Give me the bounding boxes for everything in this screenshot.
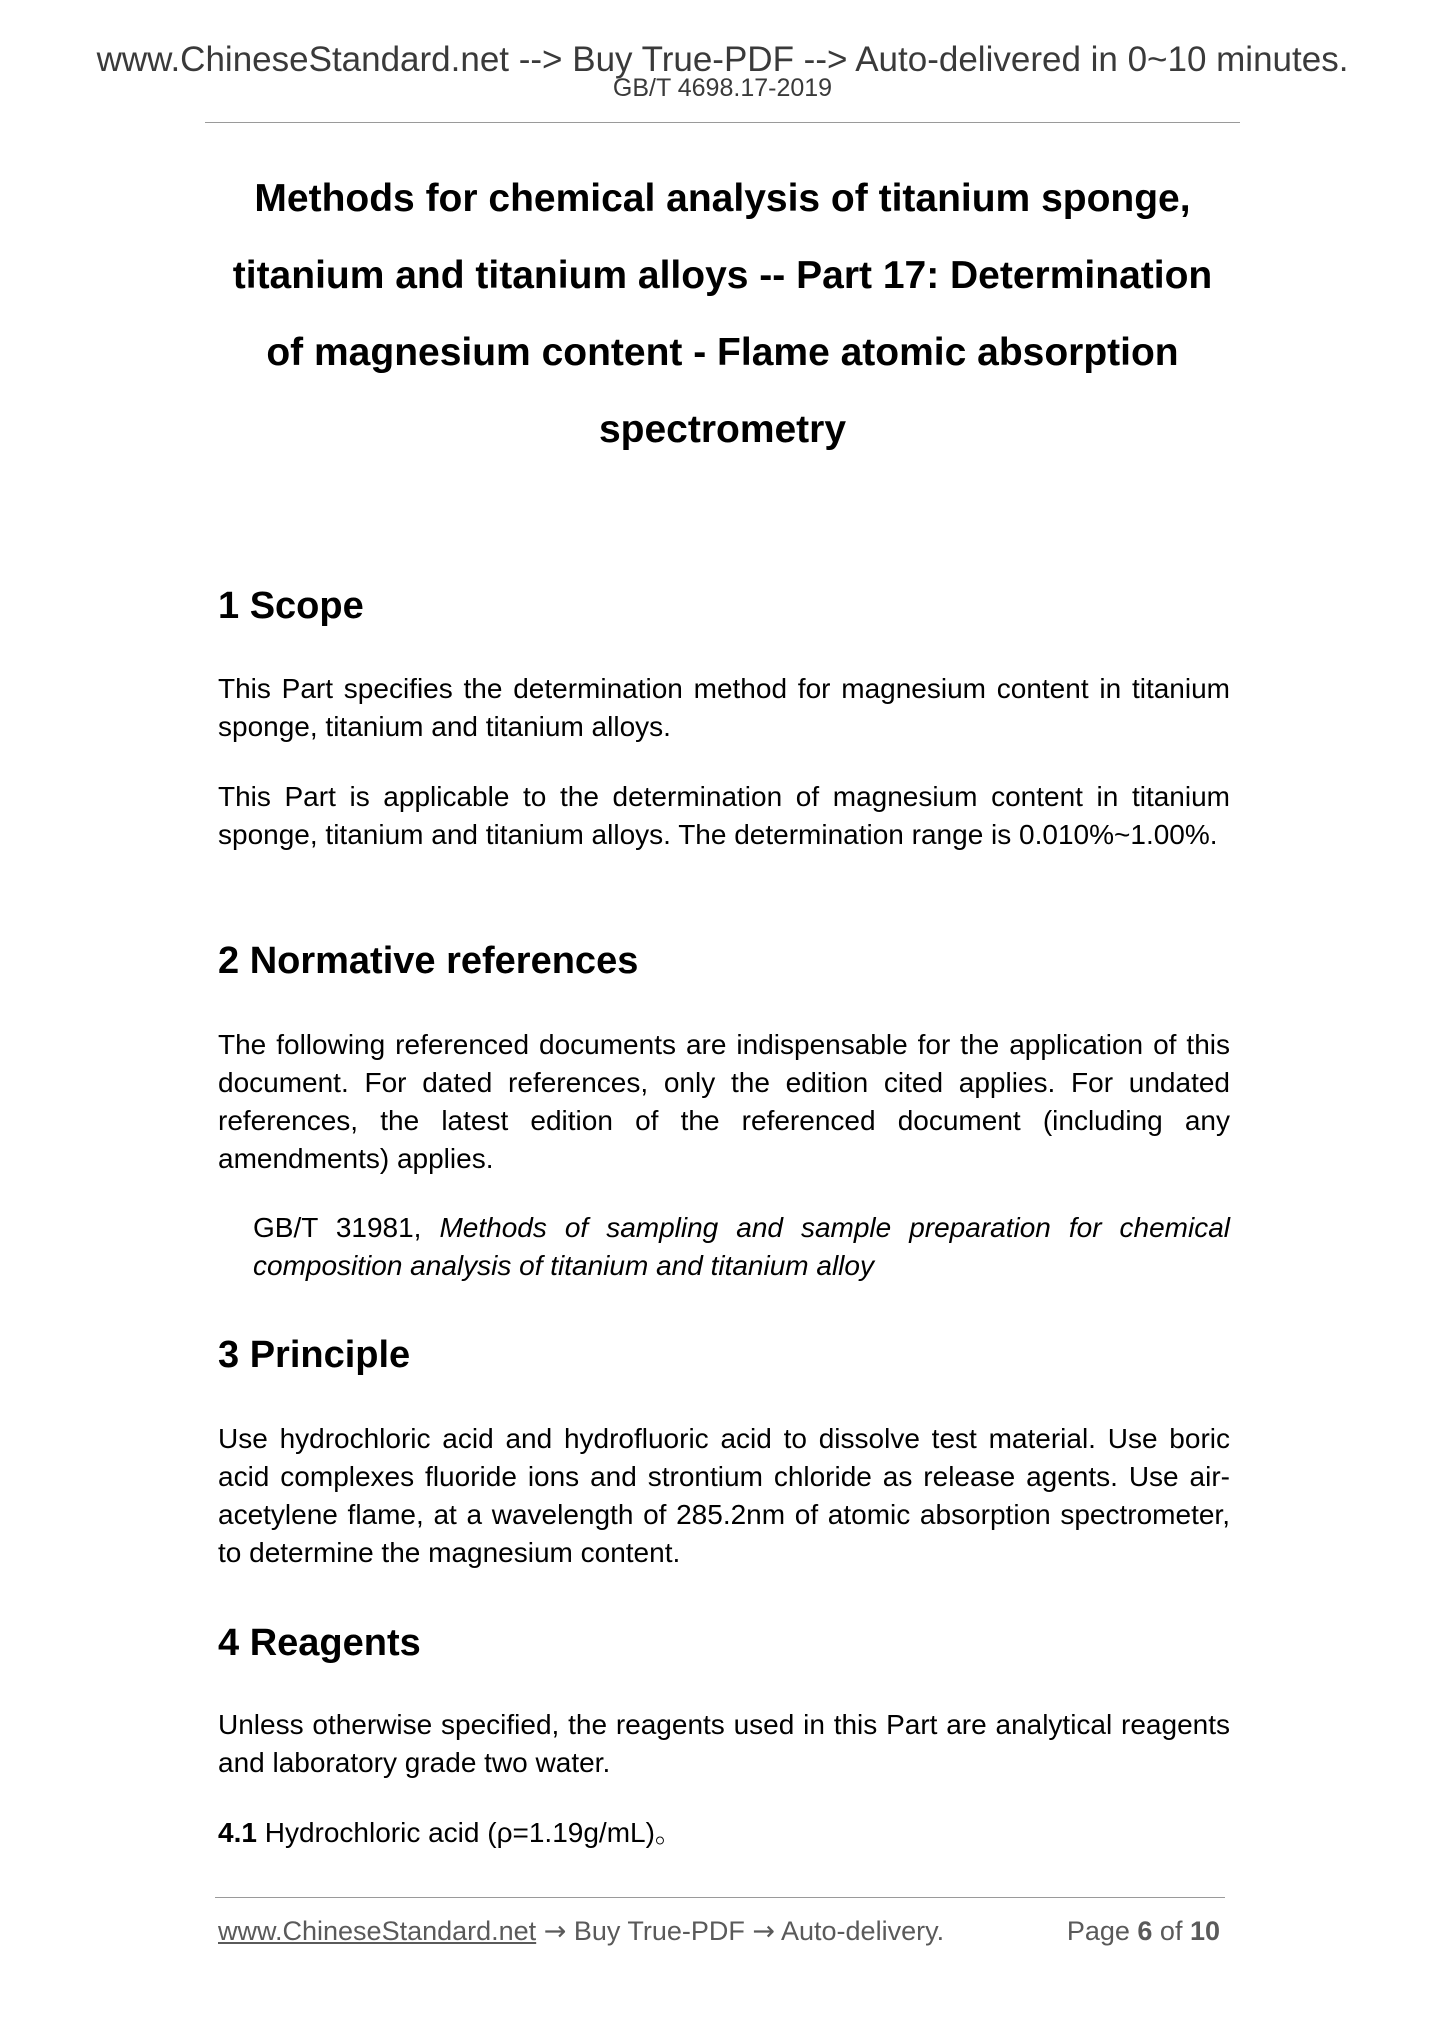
footer-buy-text: Buy True-PDF: [566, 1916, 753, 1946]
scope-paragraph-1: This Part specifies the determination method for magnesium content in titanium sponge, titanium and titanium alloys.: [218, 673, 1230, 742]
page-total: 10: [1189, 1916, 1220, 1946]
footer-site-link[interactable]: www.ChineseStandard.net: [218, 1916, 537, 1946]
document-title: [205, 160, 1240, 468]
title-line: Methods for chemical analysis of titanium sponge,: [254, 177, 1191, 220]
page-indicator: [1067, 1913, 1220, 1949]
reference-code: GB/T 31981,: [253, 1212, 440, 1243]
reagents-paragraph: Unless otherwise specified, the reagents used in this Part are analytical reagents and laboratory grade two water.: [218, 1709, 1230, 1778]
arrow-right-icon: →: [752, 1916, 775, 1947]
section-heading-scope: 1 Scope: [218, 585, 364, 627]
site-banner: www.ChineseStandard.net --> Buy True-PDF --> Auto-delivered in 0~10 minutes.: [96, 40, 1349, 79]
title-line: spectrometry: [598, 408, 847, 451]
reagent-item-4-1: [218, 1814, 1230, 1852]
standard-code: GB/T 4698.17-2019: [612, 74, 833, 102]
arrow-right-icon: →: [543, 1916, 567, 1947]
page-current: 6: [1137, 1916, 1153, 1946]
page-of-label: of: [1152, 1916, 1190, 1946]
reagent-item-number: 4.1: [218, 1817, 257, 1848]
principle-paragraph: Use hydrochloric acid and hydrofluoric acid to dissolve test material. Use boric acid complexes fluoride ions and strontium chloride as release agents. Use air-acetylene flame, at a wavelength of 285.2nm of atomic absorption spectrometer, to determine the magnesium content.: [218, 1423, 1230, 1568]
section-heading-principle: 3 Principle: [218, 1334, 411, 1376]
title-line: of magnesium content - Flame atomic absorption: [266, 331, 1179, 374]
scope-paragraph-2: This Part is applicable to the determination of magnesium content in titanium sponge, titanium and titanium alloys. The determination range is 0.010%~1.00%.: [218, 781, 1230, 850]
section-heading-reagents: 4 Reagents: [218, 1622, 421, 1664]
page-footer: [218, 1913, 1220, 1950]
section-heading-normative: 2 Normative references: [218, 940, 639, 982]
normative-paragraph: The following referenced documents are indispensable for the application of this document. For dated references, only the edition cited applies. For undated references, the latest edition of the referenced document (including any amendments) applies.: [218, 1029, 1230, 1174]
reference-title: Methods of sampling and sample preparation for chemical composition analysis of titanium and titanium alloy: [253, 1212, 1231, 1281]
normative-reference-item: [253, 1209, 1230, 1285]
reagent-item-text: Hydrochloric acid (ρ=1.19g/mL)。: [256, 1817, 683, 1848]
footer-delivery-text: Auto-delivery.: [775, 1916, 945, 1946]
page-label: Page: [1066, 1916, 1138, 1946]
title-line: titanium and titanium alloys -- Part 17: Determination: [232, 254, 1213, 297]
footer-divider: [215, 1897, 1225, 1898]
header-divider: [205, 122, 1240, 123]
